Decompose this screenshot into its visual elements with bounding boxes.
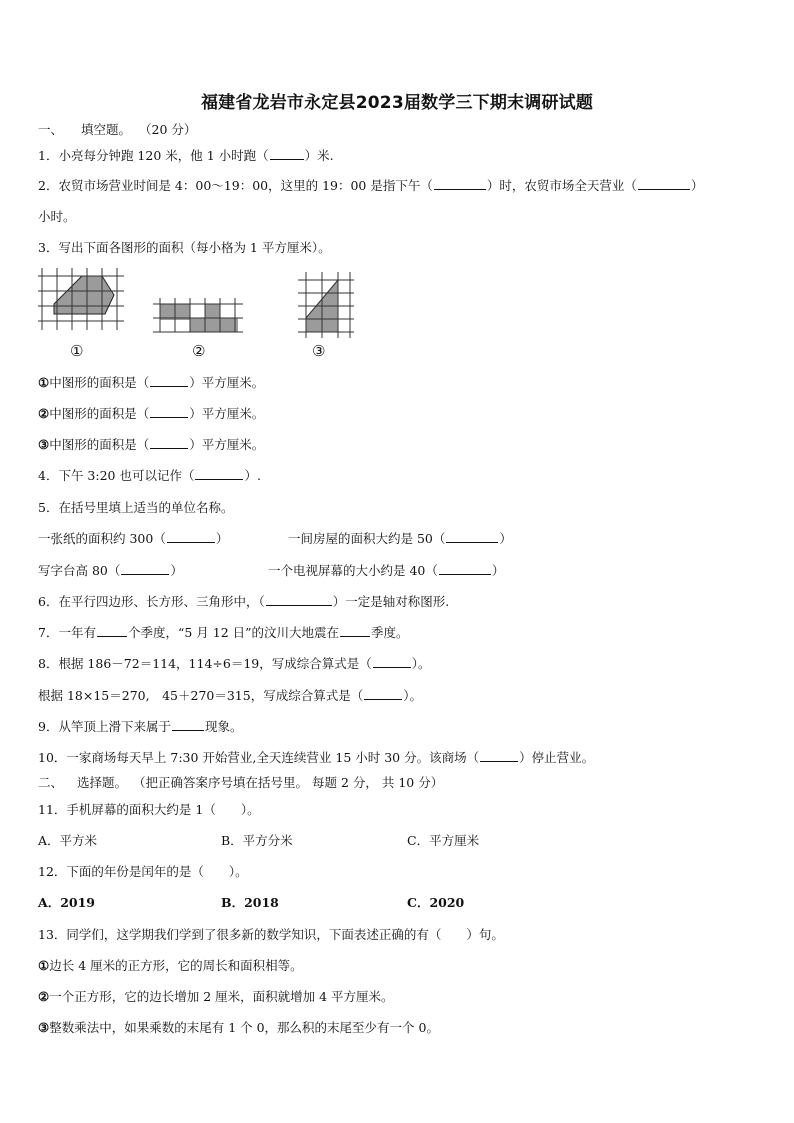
answer-blank[interactable] [638, 177, 690, 190]
question-2: 2．农贸市场营业时间是 4：00～19：00，这里的 19：00 是指下午（ ）时，农贸市场全天营业（ ） [38, 178, 704, 193]
figure-1-label: ① [70, 342, 84, 360]
question-12-option-a[interactable]: A．2019 [38, 895, 95, 910]
question-11-option-a[interactable]: A．平方米 [38, 833, 98, 848]
answer-blank[interactable] [439, 562, 491, 575]
question-9: 9．从竿顶上滑下来属于 现象。 [38, 719, 243, 734]
question-8-continued: 根据 18×15＝270, 45＋270＝315，写成综合算式是（ ）。 [38, 688, 422, 703]
question-3-answer-3: ③中图形的面积是（ ）平方厘米。 [38, 437, 265, 452]
area-figures [38, 268, 368, 368]
answer-blank[interactable] [270, 147, 304, 160]
question-5-row-1a: 一张纸的面积约 300（ ） [38, 531, 229, 546]
question-7: 7．一年有 个季度，“5 月 12 日”的汶川大地震在 季度。 [38, 625, 409, 640]
answer-blank[interactable] [434, 177, 486, 190]
question-11-option-c[interactable]: C．平方厘米 [407, 833, 480, 848]
question-11: 11．手机屏幕的面积大约是 1（ ）。 [38, 802, 260, 817]
answer-blank[interactable] [97, 624, 127, 637]
figure-2-grid [153, 298, 243, 332]
section-2-heading: 二、 选择题。 （把正确答案序号填在括号里。 每题 2 分， 共 10 分） [38, 775, 444, 790]
answer-blank[interactable] [195, 467, 243, 480]
figure-3-grid [298, 272, 354, 338]
question-1: 1．小亮每分钟跑 120 米，他 1 小时跑（ ）米. [38, 148, 334, 163]
section-1-heading: 一、 填空题。 （20 分） [38, 122, 197, 137]
question-12: 12．下面的年份是闰年的是（ ）。 [38, 864, 248, 879]
answer-blank[interactable] [480, 749, 518, 762]
question-13-statement-2: ②一个正方形，它的边长增加 2 厘米，面积就增加 4 平方厘米。 [38, 989, 394, 1004]
question-2-continued: 小时。 [38, 209, 76, 224]
figure-2-label: ② [192, 342, 206, 360]
answer-blank[interactable] [373, 655, 411, 668]
answer-blank[interactable] [167, 530, 215, 543]
question-10: 10．一家商场每天早上 7:30 开始营业,全天连续营业 15 小时 30 分。该商场（ ）停止营业。 [38, 750, 595, 765]
question-12-option-b[interactable]: B．2018 [221, 895, 279, 910]
question-4: 4．下午 3:20 也可以记作（ ）. [38, 468, 261, 483]
figure-3-label: ③ [312, 342, 326, 360]
answer-blank[interactable] [364, 687, 402, 700]
answer-blank[interactable] [150, 405, 188, 418]
answer-blank[interactable] [266, 593, 332, 606]
answer-blank[interactable] [121, 562, 169, 575]
answer-blank[interactable] [172, 718, 204, 731]
question-13: 13．同学们，这学期我们学到了很多新的数学知识，下面表述正确的有（ ）句。 [38, 927, 504, 942]
question-8: 8．根据 186－72＝114，114÷6＝19，写成综合算式是（ ）。 [38, 656, 431, 671]
answer-blank[interactable] [150, 436, 188, 449]
answer-blank[interactable] [340, 624, 370, 637]
question-5-row-1b: 一间房屋的面积大约是 50（ ） [288, 531, 512, 546]
question-5: 5．在括号里填上适当的单位名称。 [38, 500, 234, 515]
answer-blank[interactable] [150, 374, 188, 387]
question-11-option-b[interactable]: B．平方分米 [221, 833, 293, 848]
grid-figures [38, 268, 368, 338]
question-5-row-2b: 一个电视屏幕的大小约是 40（ ） [268, 563, 505, 578]
question-13-statement-1: ①边长 4 厘米的正方形，它的周长和面积相等。 [38, 958, 303, 973]
question-3: 3．写出下面各图形的面积（每小格为 1 平方厘米）。 [38, 240, 331, 255]
question-6: 6．在平行四边形、长方形、三角形中，（ ）一定是轴对称图形. [38, 594, 450, 609]
question-3-answer-1: ①中图形的面积是（ ）平方厘米。 [38, 375, 265, 390]
page-title: 福建省龙岩市永定县2023届数学三下期末调研试题 [200, 93, 594, 113]
question-3-answer-2: ②中图形的面积是（ ）平方厘米。 [38, 406, 265, 421]
question-13-statement-3: ③整数乘法中，如果乘数的末尾有 1 个 0，那么积的末尾至少有一个 0。 [38, 1020, 439, 1035]
figure-1-grid [38, 268, 124, 330]
question-12-option-c[interactable]: C．2020 [407, 895, 465, 910]
question-5-row-2a: 写字台高 80（ ） [38, 563, 183, 578]
answer-blank[interactable] [446, 530, 498, 543]
